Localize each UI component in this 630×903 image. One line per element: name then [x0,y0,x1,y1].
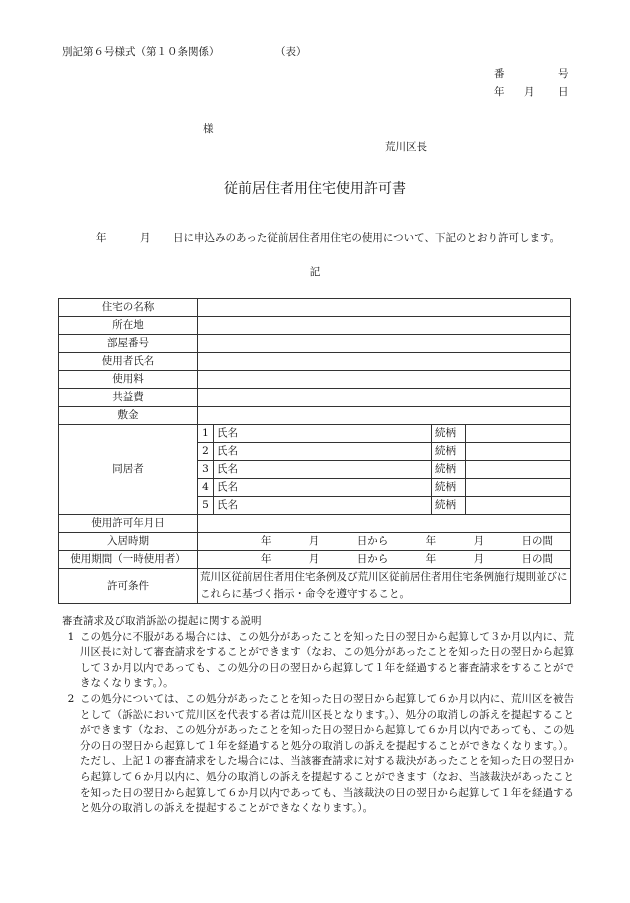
row-label: 共益費 [59,389,198,407]
number-label: 番 [494,68,505,80]
table-row [59,515,571,533]
cohabitant-row [59,425,571,443]
cohabitant-name-cell[interactable]: 氏名 [214,497,432,515]
row-label: 使用者氏名 [59,353,198,371]
cohabitant-number: 3 [198,461,214,479]
move-in-cell[interactable] [198,533,571,551]
cohabitant-relation-label: 続柄 [432,479,466,497]
cohabitant-relation-label: 続柄 [432,425,466,443]
table-row [59,389,571,407]
cohabitant-relation-cell[interactable] [466,479,571,497]
date-year: 年 [494,86,505,98]
form-side-label: （表） [275,46,307,58]
cohabitant-number: 4 [198,479,214,497]
note-item [62,692,574,817]
conditions-text: 荒川区従前居住者用住宅条例及び荒川区従前居住者用住宅条例施行規則並びにこれらに基づく指示・命令を遵守すること。 [198,569,571,604]
cohabitant-relation-cell[interactable] [466,443,571,461]
use-period-cell[interactable] [198,551,571,569]
period-part: 月 [308,535,320,548]
date-day: 日 [558,86,569,98]
intro-text: 日に申込みのあった従前居住者用住宅の使用について、下記のとおり許可します。 [173,232,561,244]
cohabitant-relation-cell[interactable] [466,425,571,443]
table-row [59,569,571,604]
ki-heading: 記 [309,266,321,278]
period-part: 月 [473,553,485,566]
cohabitant-name-cell[interactable]: 氏名 [214,425,432,443]
addressee-suffix: 様 [203,123,214,135]
period-part: 日から [356,553,389,566]
table-row [59,353,571,371]
row-label: 使用料 [59,371,198,389]
row-label: 住宅の名称 [59,299,198,317]
table-row [59,317,571,335]
value-cell[interactable] [198,353,571,371]
value-cell[interactable] [198,299,571,317]
cohabitant-relation-cell[interactable] [466,461,571,479]
cohabitant-relation-label: 続柄 [432,461,466,479]
table-row [59,371,571,389]
issuer: 荒川区長 [385,141,427,153]
cohabitant-number: 5 [198,497,214,515]
cohabitant-relation-label: 続柄 [432,443,466,461]
move-in-label: 入居時期 [59,533,198,551]
note-text: この処分については、この処分があったことを知った日の翌日から起算して６か月以内に、荒川区を被告として（訴訟において荒川区を代表する者は荒川区長となります。）、処分の取消しの訴えを提起することができます（なお、この処分があったことを知った日の翌日から起算して６か月以内であっても、この処分の日の翌日から起算して１年を経過すると処分の取消しの訴えを提起することができなくなります。）。ただし、上記１の審査請求をした場合には、当該審査請求に対する裁決があったことを知った日の翌日から起算して６か月以内に、処分の取消しの訴えを提起することができます（なお、当該裁決があったことを知った日の翌日から起算して６か月以内であっても、当該裁決の日の翌日から起算して１年を経過すると処分の取消しの訴えを提起することができなくなります。）。 [80,692,574,815]
table-row [59,407,571,425]
cohabitant-relation-cell[interactable] [466,497,571,515]
value-cell[interactable] [198,389,571,407]
permit-table [58,298,571,604]
notes-heading: 審査請求及び取消訴訟の提起に関する説明 [62,615,262,627]
intro-month: 月 [140,232,151,244]
form-label: 別記第６号様式（第１０条関係） [62,46,220,58]
period-part: 月 [308,553,320,566]
cohabitant-name-cell[interactable]: 氏名 [214,461,432,479]
period-part: 日の間 [521,553,553,566]
number-unit: 号 [558,68,569,80]
value-cell[interactable] [198,371,571,389]
row-label: 所在地 [59,317,198,335]
table-row [59,299,571,317]
cohabitant-relation-label: 続柄 [432,497,466,515]
table-row [59,533,571,551]
note-item [62,630,574,692]
value-cell[interactable] [198,335,571,353]
period-part: 月 [473,535,485,548]
intro-year: 年 [96,232,107,244]
value-cell[interactable] [198,317,571,335]
permit-date-label: 使用許可年月日 [59,515,198,533]
row-label: 部屋番号 [59,335,198,353]
note-text: この処分に不服がある場合には、この処分があったことを知った日の翌日から起算して３か月以内に、荒川区長に対して審査請求をすることができます（なお、この処分があったことを知った日の翌日から起算して３か月以内であっても、この処分の日の翌日から起算して１年を経過すると審査請求をすることができなくなります。）。 [80,630,574,690]
conditions-label: 許可条件 [59,569,198,604]
period-part: 年 [261,553,272,566]
cohabitant-number: 1 [198,425,214,443]
cohabitant-name-cell[interactable]: 氏名 [214,443,432,461]
appeal-notes [62,614,574,817]
use-period-label: 使用期間（一時使用者） [59,551,198,569]
date-month: 月 [524,86,535,98]
period-part: 年 [425,553,437,566]
permit-date-cell[interactable] [198,515,571,533]
value-cell[interactable] [198,407,571,425]
period-part: 日の間 [521,535,553,548]
cohabitants-label: 同居者 [59,425,198,515]
period-part: 年 [261,535,272,548]
table-row [59,551,571,569]
note-number: 2 [67,692,75,705]
note-number: 1 [67,630,75,643]
document-title: 従前居住者用住宅使用許可書 [224,181,406,197]
row-label: 敷金 [59,407,198,425]
period-part: 日から [356,535,389,548]
table-row [59,335,571,353]
period-part: 年 [425,535,437,548]
cohabitant-name-cell[interactable]: 氏名 [214,479,432,497]
cohabitant-number: 2 [198,443,214,461]
